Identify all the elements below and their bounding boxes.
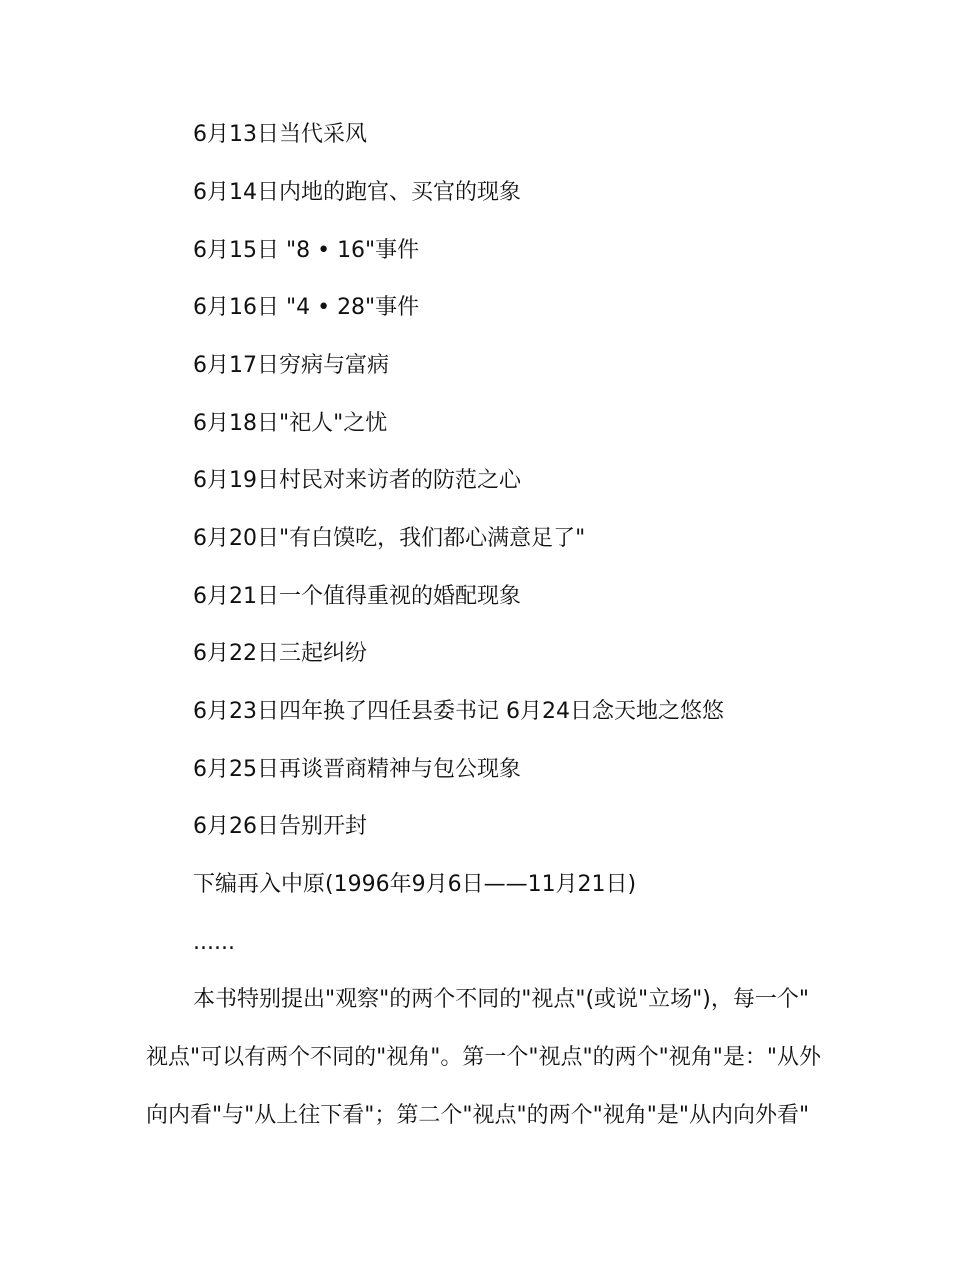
paragraph-line: 本书特别提出"观察"的两个不同的"视点"(或说"立场")，每一个" <box>193 987 810 1012</box>
toc-entry: 6月18日"祀人"之忧 <box>193 411 388 436</box>
toc-entry: 6月14日内地的跑官、买官的现象 <box>193 180 521 205</box>
toc-entry: 6月23日四年换了四任县委书记 6月24日念天地之悠悠 <box>193 699 724 724</box>
toc-entry: 6月21日一个值得重视的婚配现象 <box>193 584 521 609</box>
paragraph-line: 视点"可以有两个不同的"视角"。第一个"视点"的两个"视角"是："从外 <box>146 1045 821 1070</box>
toc-entry: 6月26日告别开封 <box>193 814 367 839</box>
toc-entry: 6月17日穷病与富病 <box>193 353 389 378</box>
toc-entry: 6月22日三起纠纷 <box>193 641 367 666</box>
toc-entry: 6月20日"有白馍吃，我们都心满意足了" <box>193 526 586 551</box>
toc-entry: 6月25日再谈晋商精神与包公现象 <box>193 757 521 782</box>
paragraph-line: 向内看"与"从上往下看"；第二个"视点"的两个"视角"是"从内向外看" <box>146 1103 810 1128</box>
toc-entry: 6月19日村民对来访者的防范之心 <box>193 468 521 493</box>
toc-entry: 6月16日 "4 • 28"事件 <box>193 295 420 320</box>
section-heading: 下编再入中原(1996年9月6日——11月21日) <box>193 872 637 897</box>
toc-entry: 6月13日当代采风 <box>193 122 367 147</box>
toc-entry: 6月15日 "8 • 16"事件 <box>193 238 420 263</box>
ellipsis: ...... <box>193 930 235 955</box>
